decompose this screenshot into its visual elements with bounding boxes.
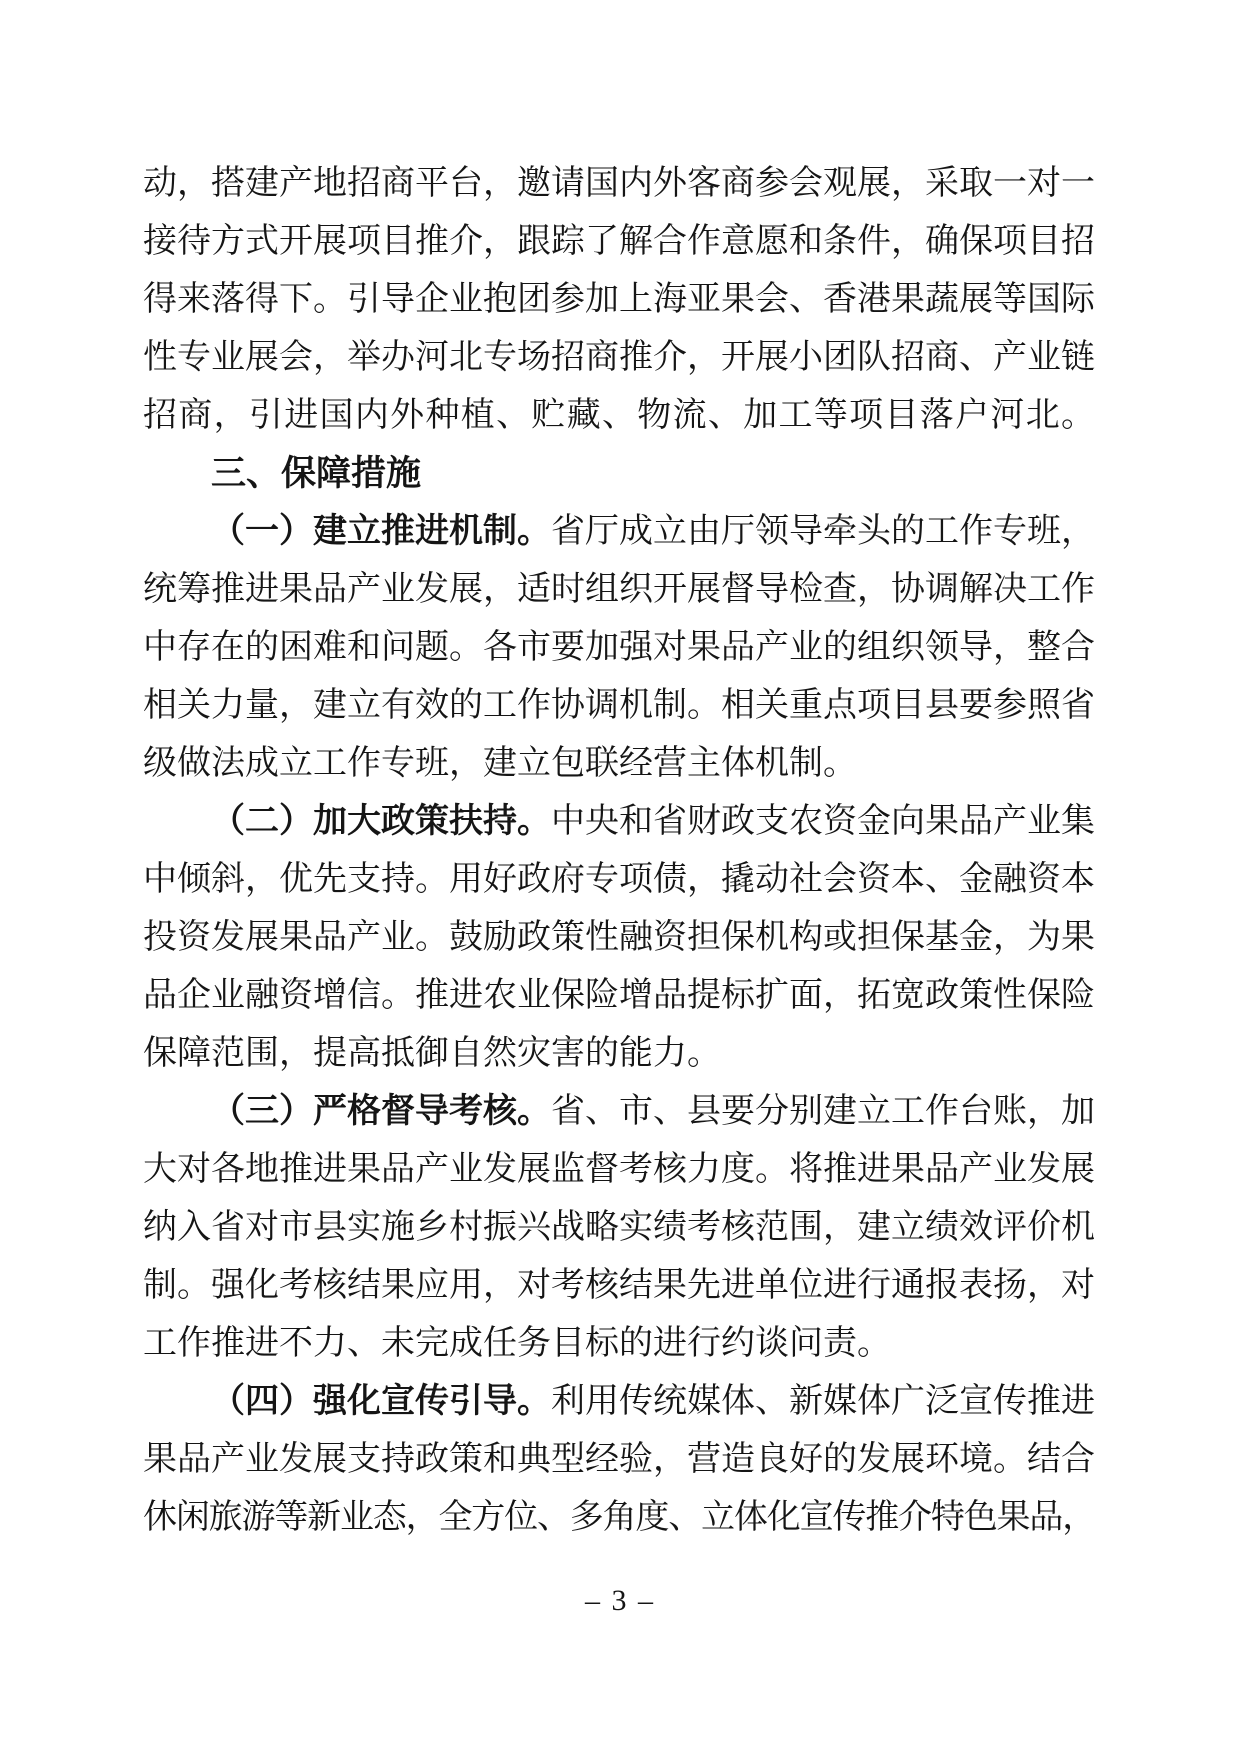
- body-line: 工作推进不力、未完成任务目标的进行约谈问责。: [143, 1325, 891, 1362]
- body-line: 性专业展会，举办河北专场招商推介，开展小团队招商、产业链: [143, 339, 1095, 376]
- clause-heading: （二）加大政策扶持。: [211, 803, 551, 840]
- paragraph: [143, 1083, 1095, 1373]
- paragraph: [143, 1373, 1095, 1547]
- document-body: [143, 155, 1095, 1547]
- clause-heading: （四）强化宣传引导。: [211, 1383, 551, 1420]
- body-line: 级做法成立工作专班，建立包联经营主体机制。: [143, 745, 857, 782]
- body-line: [143, 1373, 1095, 1431]
- body-line: 统筹推进果品产业发展，适时组织开展督导检查，协调解决工作: [143, 571, 1095, 608]
- body-line: [143, 1083, 1095, 1141]
- body-line: 中存在的困难和问题。各市要加强对果品产业的组织领导，整合: [143, 629, 1095, 666]
- body-text: 中央和省财政支农资金向果品产业集: [551, 803, 1095, 840]
- body-text: 省、市、县要分别建立工作台账，加: [551, 1093, 1095, 1130]
- clause-heading: （一）建立推进机制。: [211, 513, 551, 550]
- body-line: 中倾斜，优先支持。用好政府专项债，撬动社会资本、金融资本: [143, 861, 1095, 898]
- body-line: 招商，引进国内外种植、贮藏、物流、加工等项目落户河北。: [143, 397, 1095, 434]
- body-line: 大对各地推进果品产业发展监督考核力度。将推进果品产业发展: [143, 1151, 1095, 1188]
- body-text: 利用传统媒体、新媒体广泛宣传推进: [551, 1383, 1095, 1420]
- body-line: 品企业融资增信。推进农业保险增品提标扩面，拓宽政策性保险: [143, 977, 1095, 1014]
- body-line: 果品产业发展支持政策和典型经验，营造良好的发展环境。结合: [143, 1441, 1095, 1478]
- body-text: 省厅成立由厅领导牵头的工作专班，: [551, 513, 1095, 550]
- body-line: 制。强化考核结果应用，对考核结果先进单位进行通报表扬，对: [143, 1267, 1095, 1304]
- body-line: 保障范围，提高抵御自然灾害的能力。: [143, 1035, 721, 1072]
- body-line: 纳入省对市县实施乡村振兴战略实绩考核范围，建立绩效评价机: [143, 1209, 1095, 1246]
- body-line: 得来落得下。引导企业抱团参加上海亚果会、香港果蔬展等国际: [143, 281, 1095, 318]
- body-line: 动，搭建产地招商平台，邀请国内外客商参会观展，采取一对一: [143, 165, 1095, 202]
- paragraph: [143, 155, 1095, 445]
- page-number: – 3 –: [585, 1584, 655, 1617]
- section-heading: 三、保障措施: [211, 454, 422, 493]
- body-line: 休闲旅游等新业态，全方位、多角度、立体化宣传推介特色果品，: [143, 1499, 1095, 1536]
- body-line: 相关力量，建立有效的工作协调机制。相关重点项目县要参照省: [143, 687, 1095, 724]
- paragraph: [143, 503, 1095, 793]
- body-line: [143, 503, 1095, 561]
- paragraph: [143, 793, 1095, 1083]
- body-line: 投资发展果品产业。鼓励政策性融资担保机构或担保基金，为果: [143, 919, 1095, 956]
- body-line: [143, 793, 1095, 851]
- clause-heading: （三）严格督导考核。: [211, 1093, 551, 1130]
- body-line: 接待方式开展项目推介，跟踪了解合作意愿和条件，确保项目招: [143, 223, 1095, 260]
